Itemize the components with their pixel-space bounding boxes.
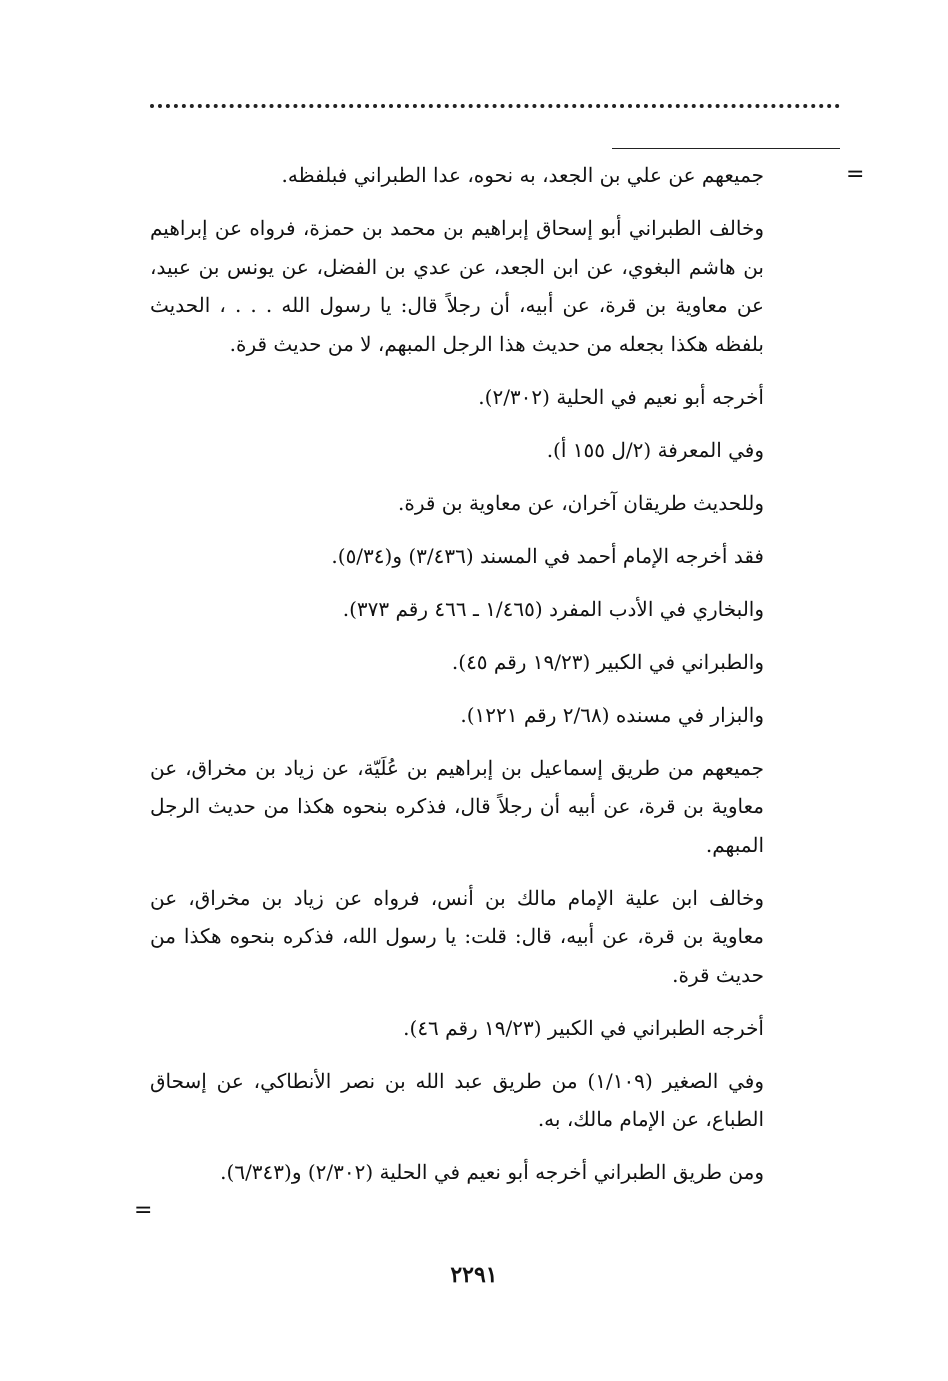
page-number: ٢٢٩١ <box>450 1262 498 1288</box>
paragraph: أخرجه الطبراني في الكبير (١٩/٢٣ رقم ٤٦). <box>403 1015 764 1040</box>
header-dotted-rule <box>150 104 840 108</box>
footnote-rule <box>612 148 840 149</box>
paragraph: فقد أخرجه الإمام أحمد في المسند (٣/٤٣٦) و(٥/٣٤). <box>331 543 764 568</box>
paragraph: وللحديث طريقان آخران، عن معاوية بن قرة. <box>398 490 764 515</box>
paragraph: وخالف الطبراني أبو إسحاق إبراهيم بن محمد بن حمزة، فرواه عن إبراهيم بن هاشم البغوي، عن ابن الجعد، عن عدي بن الفضل، عن يونس بن عبيد، عن معاوية بن قرة، عن أبيه، أن رجلاً قال: يا رسول الله . . . ، الحديث بلفظه هكذا بجعله من حديث هذا الرجل المبهم، لا من حديث قرة. <box>150 216 764 356</box>
paragraph: والبزار في مسنده (٢/٦٨ رقم ١٢٢١). <box>460 702 764 727</box>
paragraph: وخالف ابن علية الإمام مالك بن أنس، فرواه عن زياد بن مخراق، عن معاوية بن قرة، عن أبيه، قال: قلت: يا رسول الله، فذكره بنحوه هكذا من حديث قرة. <box>150 885 764 987</box>
paragraph: وفي الصغير (١/١٠٩) من طريق عبد الله بن نصر الأنطاكي، عن إسحاق الطباع، عن الإمام مالك، به. <box>150 1068 764 1131</box>
paragraph: والبخاري في الأدب المفرد (١/٤٦٥ ـ ٤٦٦ رقم ٣٧٣). <box>342 596 764 621</box>
footnote-text <box>150 156 764 1206</box>
continuation-mark-top: = <box>846 162 865 187</box>
paragraph: جميعهم عن علي بن الجعد، به نحوه، عدا الطبراني فبلفظه. <box>281 163 764 187</box>
paragraph: وفي المعرفة (٢/ل ١٥٥ أ). <box>546 437 764 462</box>
paragraph: جميعهم من طريق إسماعيل بن إبراهيم بن عُلَيّة، عن زياد بن مخراق، عن معاوية بن قرة، عن أبيه أن رجلاً قال، فذكره بنحوه هكذا من حديث الرجل المبهم. <box>150 755 764 857</box>
paragraph: والطبراني في الكبير (١٩/٢٣ رقم ٤٥). <box>451 649 764 674</box>
paragraph: ومن طريق الطبراني أخرجه أبو نعيم في الحلية (٢/٣٠٢) و(٦/٣٤٣). <box>220 1160 764 1184</box>
paragraph: أخرجه أبو نعيم في الحلية (٢/٣٠٢). <box>478 384 764 409</box>
continuation-mark-bottom: = <box>134 1198 153 1223</box>
